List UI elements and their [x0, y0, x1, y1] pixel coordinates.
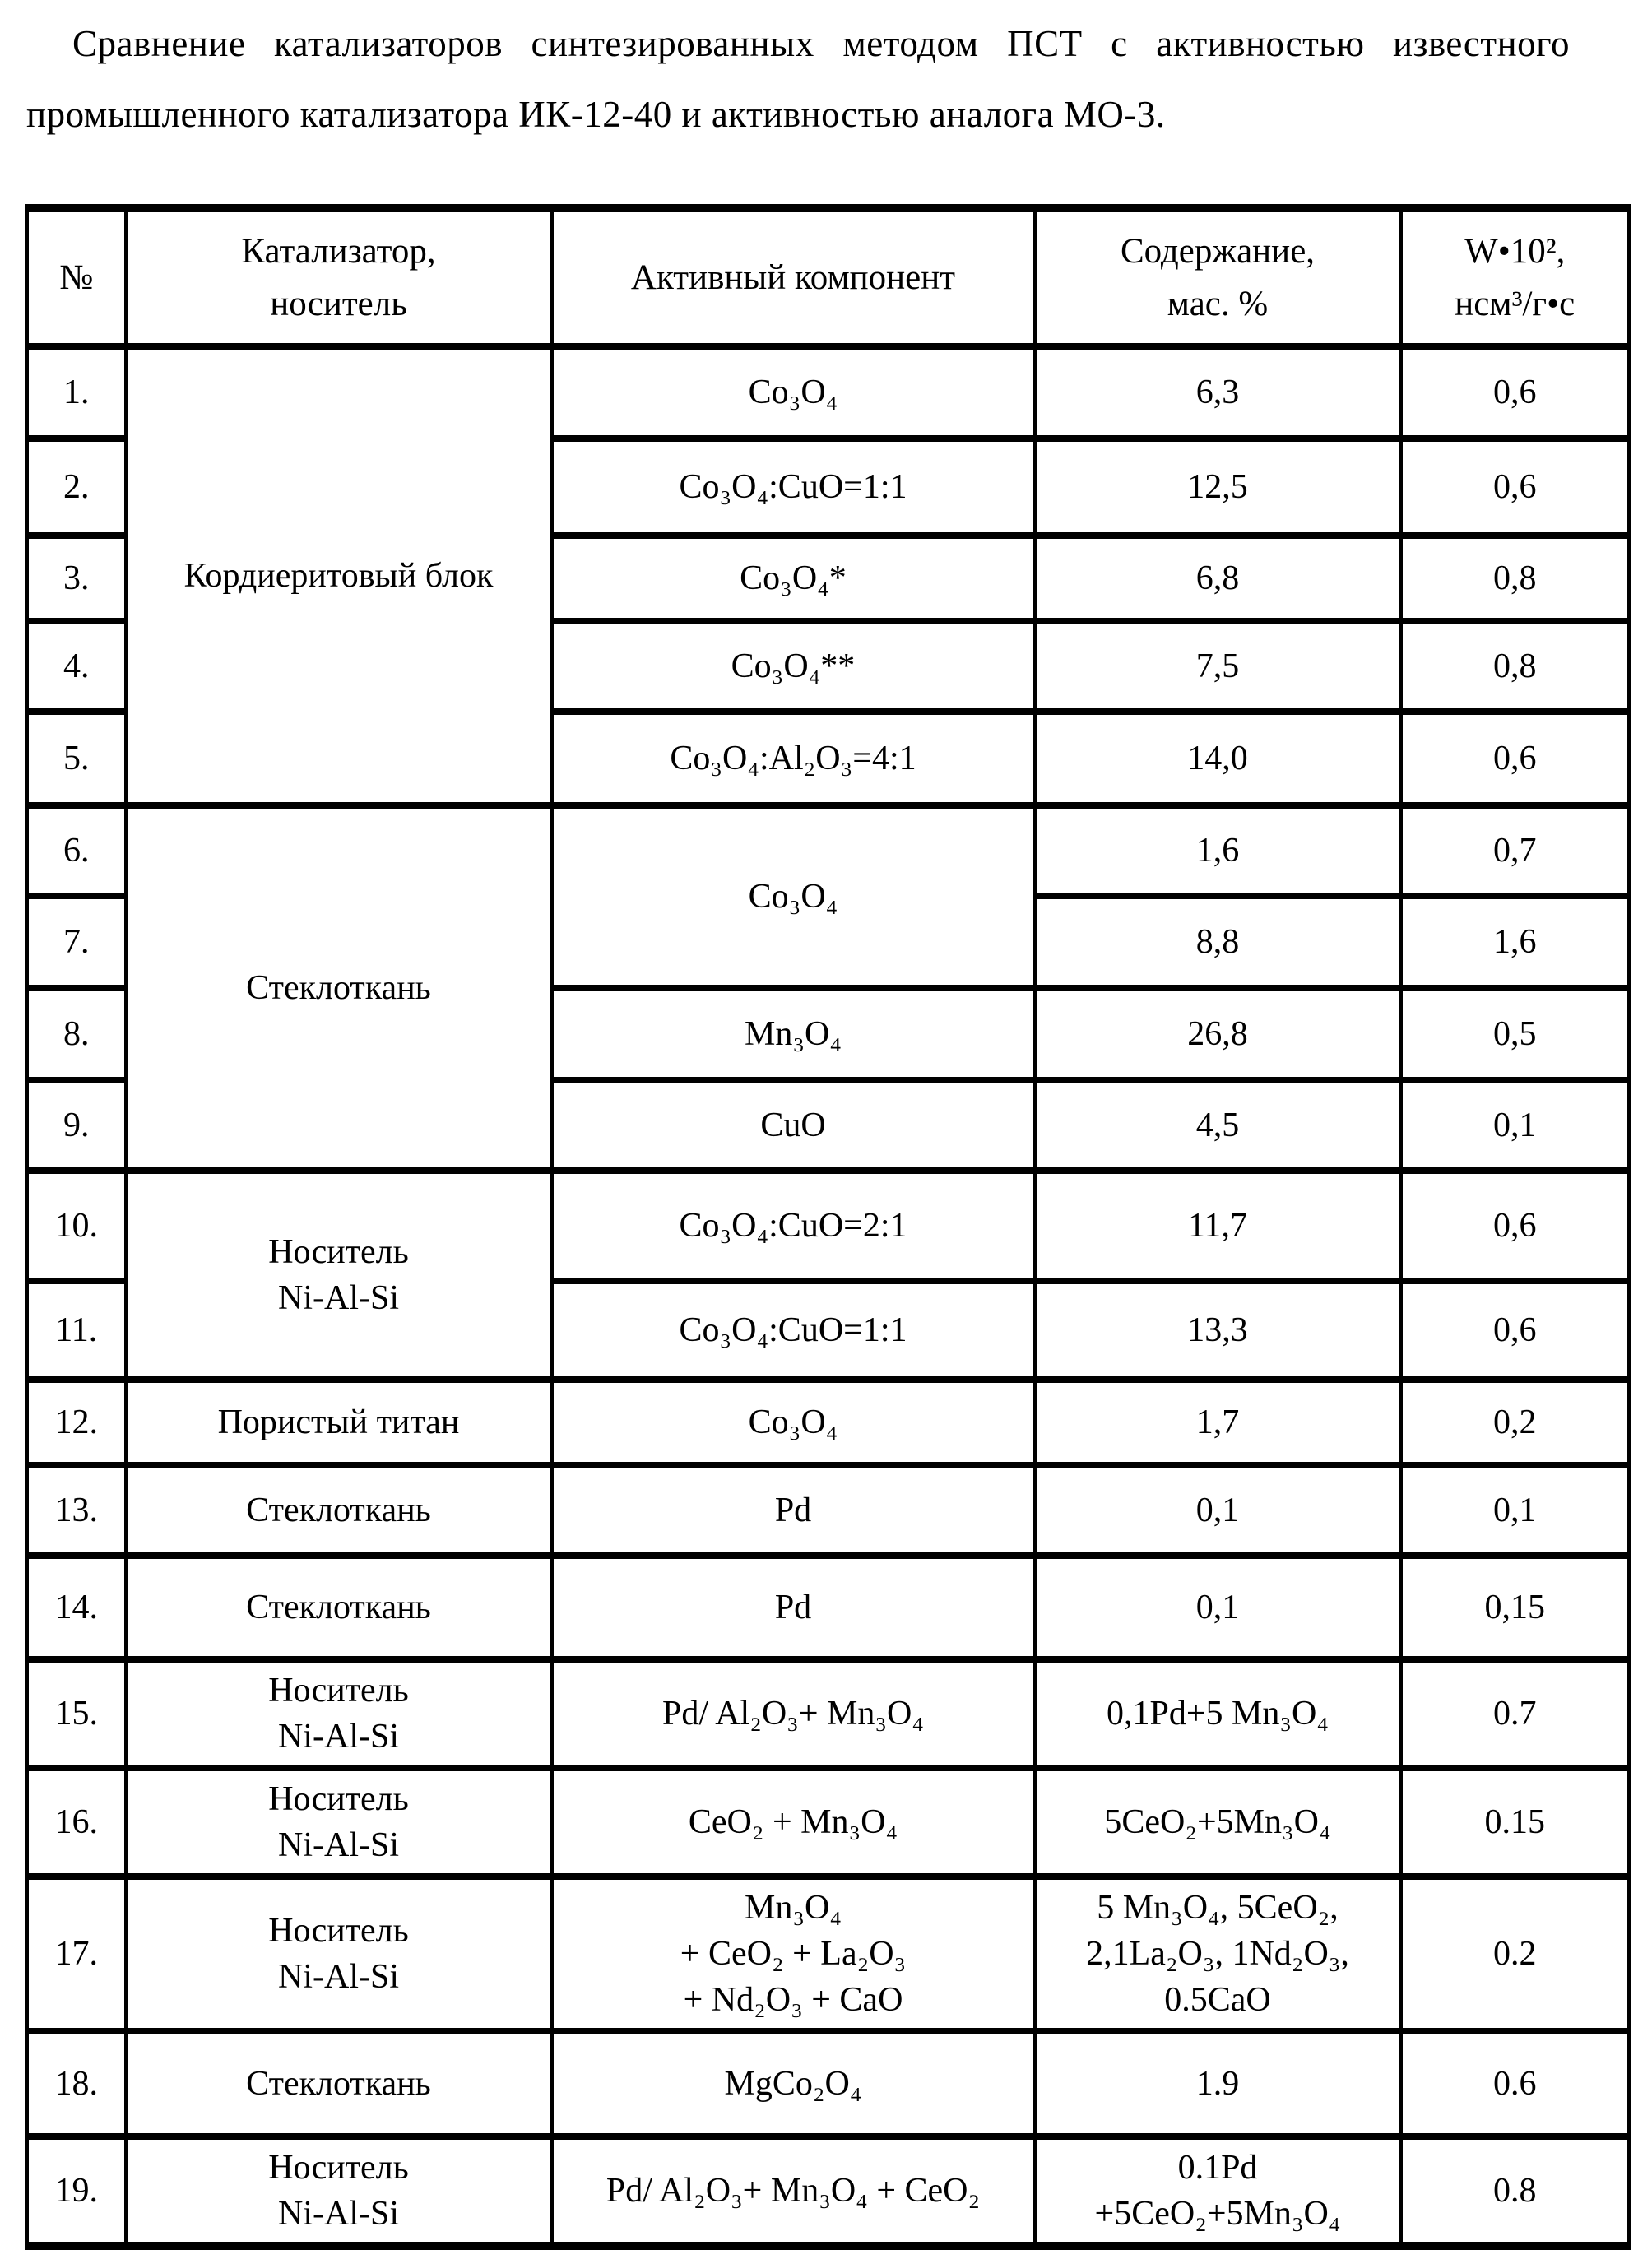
- cell-content: 0.1Pd +5CeO₂+5Mn₃O₄: [1035, 2136, 1401, 2246]
- cell-num: 5.: [27, 712, 126, 805]
- table-row: [27, 1171, 1630, 1281]
- cell-content: 12,5: [1035, 438, 1401, 536]
- cell-component: Co₃O₄:Al₂O₃=4:1: [552, 712, 1035, 805]
- cell-component: Co₃O₄: [552, 346, 1035, 438]
- cell-content: 14,0: [1035, 712, 1401, 805]
- cell-num: 16.: [27, 1768, 126, 1877]
- cell-activity: 0.2: [1401, 1877, 1630, 2031]
- cell-activity: 0,6: [1401, 1171, 1630, 1281]
- table-row: [27, 805, 1630, 896]
- cell-activity: 0,8: [1401, 621, 1630, 712]
- header-component: Активный компонент: [552, 208, 1035, 346]
- document-title: Сравнение катализаторов синтезированных методом ПСТ с активностью известного промышленного катализатора ИК-12-40 и активностью аналога МО-3.: [26, 23, 1570, 135]
- cell-content: 1.9: [1035, 2031, 1401, 2136]
- cell-num: 13.: [27, 1465, 126, 1556]
- cell-num: 19.: [27, 2136, 126, 2246]
- cell-activity: 0.6: [1401, 2031, 1630, 2136]
- cell-component: Co₃O₄: [552, 805, 1035, 988]
- cell-component: Pd/ Al₂O₃+ Mn₃O₄: [552, 1659, 1035, 1768]
- cell-num: 17.: [27, 1877, 126, 2031]
- cell-content: 0,1: [1035, 1556, 1401, 1659]
- cell-support: Стеклоткань: [126, 2031, 552, 2136]
- cell-content: 8,8: [1035, 896, 1401, 988]
- cell-activity: 0,5: [1401, 988, 1630, 1080]
- cell-content: 6,8: [1035, 536, 1401, 621]
- cell-component: Co₃O₄: [552, 1380, 1035, 1465]
- cell-activity: 0,7: [1401, 805, 1630, 896]
- cell-component: Co₃O₄:CuO=2:1: [552, 1171, 1035, 1281]
- cell-support: Носитель Ni-Al-Si: [126, 1768, 552, 1877]
- cell-component: Pd/ Al₂O₃+ Mn₃O₄ + CeO₂: [552, 2136, 1035, 2246]
- cell-component: Co₃O₄*: [552, 536, 1035, 621]
- cell-activity: 0,6: [1401, 1281, 1630, 1380]
- cell-activity: 0,1: [1401, 1080, 1630, 1171]
- cell-content: 0,1Pd+5 Mn₃O₄: [1035, 1659, 1401, 1768]
- cell-content: 7,5: [1035, 621, 1401, 712]
- cell-activity: 0,6: [1401, 346, 1630, 438]
- cell-activity: 0.7: [1401, 1659, 1630, 1768]
- cell-component: Pd: [552, 1556, 1035, 1659]
- cell-support: Носитель Ni-Al-Si: [126, 1877, 552, 2031]
- header-activity: W•10², нсм³/г•с: [1401, 208, 1630, 346]
- table-row: [27, 1465, 1630, 1556]
- cell-num: 9.: [27, 1080, 126, 1171]
- cell-activity: 0,6: [1401, 712, 1630, 805]
- cell-num: 10.: [27, 1171, 126, 1281]
- cell-content: 5CeO₂+5Mn₃O₄: [1035, 1768, 1401, 1877]
- cell-content: 4,5: [1035, 1080, 1401, 1171]
- cell-component: Mn₃O₄ + CeO₂ + La₂O₃ + Nd₂O₃ + CaO: [552, 1877, 1035, 2031]
- cell-activity: 0.15: [1401, 1768, 1630, 1877]
- cell-content: 5 Mn₃O₄, 5CeO₂, 2,1La₂O₃, 1Nd₂O₃, 0.5CaO: [1035, 1877, 1401, 2031]
- cell-num: 18.: [27, 2031, 126, 2136]
- cell-component: MgCo₂O₄: [552, 2031, 1035, 2136]
- table-row: [27, 2136, 1630, 2246]
- cell-num: 8.: [27, 988, 126, 1080]
- cell-support: Стеклоткань: [126, 1465, 552, 1556]
- table-row: [27, 1877, 1630, 2031]
- cell-activity: 0,2: [1401, 1380, 1630, 1465]
- cell-activity: 0,15: [1401, 1556, 1630, 1659]
- cell-support: Стеклоткань: [126, 805, 552, 1171]
- cell-component: Pd: [552, 1465, 1035, 1556]
- cell-activity: 0,1: [1401, 1465, 1630, 1556]
- cell-content: 26,8: [1035, 988, 1401, 1080]
- cell-num: 6.: [27, 805, 126, 896]
- cell-support: Носитель Ni-Al-Si: [126, 1659, 552, 1768]
- cell-activity: 0,6: [1401, 438, 1630, 536]
- cell-num: 2.: [27, 438, 126, 536]
- cell-num: 7.: [27, 896, 126, 988]
- table-row: [27, 1659, 1630, 1768]
- table-row: [27, 1556, 1630, 1659]
- header-content: Содержание, мас. %: [1035, 208, 1401, 346]
- cell-content: 1,6: [1035, 805, 1401, 896]
- header-support: Катализатор, носитель: [126, 208, 552, 346]
- catalyst-table: [25, 204, 1631, 2250]
- cell-content: 1,7: [1035, 1380, 1401, 1465]
- cell-component: Co₃O₄:CuO=1:1: [552, 438, 1035, 536]
- cell-support: Пористый титан: [126, 1380, 552, 1465]
- cell-num: 12.: [27, 1380, 126, 1465]
- table-row: [27, 2031, 1630, 2136]
- cell-content: 13,3: [1035, 1281, 1401, 1380]
- cell-num: 1.: [27, 346, 126, 438]
- cell-num: 4.: [27, 621, 126, 712]
- cell-support: Кордиеритовый блок: [126, 346, 552, 805]
- cell-component: CeO₂ + Mn₃O₄: [552, 1768, 1035, 1877]
- cell-component: Co₃O₄**: [552, 621, 1035, 712]
- cell-support: Носитель Ni-Al-Si: [126, 2136, 552, 2246]
- table-row: [27, 1380, 1630, 1465]
- cell-support: Стеклоткань: [126, 1556, 552, 1659]
- cell-activity: 0,8: [1401, 536, 1630, 621]
- cell-activity: 0.8: [1401, 2136, 1630, 2246]
- cell-activity: 1,6: [1401, 896, 1630, 988]
- cell-content: 0,1: [1035, 1465, 1401, 1556]
- cell-component: Mn₃O₄: [552, 988, 1035, 1080]
- cell-num: 14.: [27, 1556, 126, 1659]
- cell-num: 11.: [27, 1281, 126, 1380]
- table-row: [27, 346, 1630, 438]
- cell-component: Co₃O₄:CuO=1:1: [552, 1281, 1035, 1380]
- table-header-row: [27, 208, 1630, 346]
- cell-content: 6,3: [1035, 346, 1401, 438]
- header-num: №: [27, 208, 126, 346]
- cell-support: Носитель Ni-Al-Si: [126, 1171, 552, 1380]
- table-row: [27, 1768, 1630, 1877]
- cell-component: CuO: [552, 1080, 1035, 1171]
- cell-content: 11,7: [1035, 1171, 1401, 1281]
- cell-num: 3.: [27, 536, 126, 621]
- cell-num: 15.: [27, 1659, 126, 1768]
